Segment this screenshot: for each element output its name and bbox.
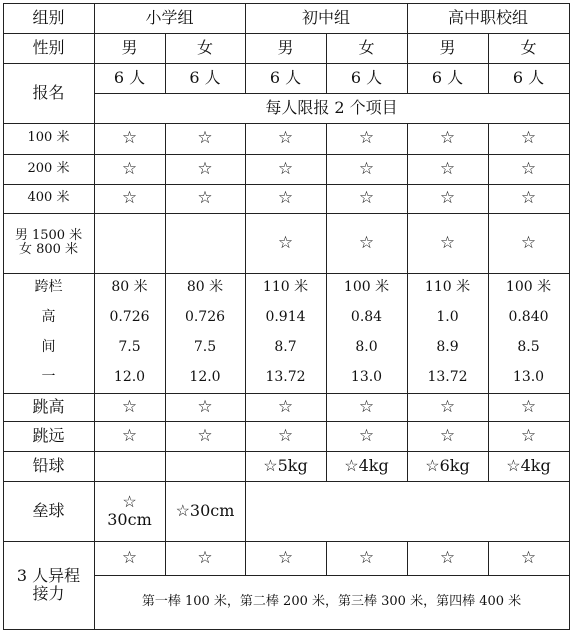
jump-event-name: 跳高 xyxy=(32,397,65,417)
event-mark: ☆ xyxy=(358,128,375,149)
event-mark: ☆ xyxy=(520,188,537,209)
group-primary: 小学组 xyxy=(145,8,194,28)
relay-mark: ☆ xyxy=(358,547,375,568)
distance-event-mark xyxy=(165,213,245,273)
relay-mark: ☆ xyxy=(277,547,294,568)
registration-count: 6 人 xyxy=(189,68,221,88)
shot-put-mark: ☆6kg xyxy=(425,456,470,476)
table-h-rule xyxy=(3,629,570,630)
group-senior: 高中职校组 xyxy=(447,8,528,28)
softball-mark xyxy=(407,481,488,541)
jump-event-name: 跳远 xyxy=(32,426,65,446)
hurdles-spec-value: 0.84 xyxy=(350,309,383,326)
jump-event-mark: ☆ xyxy=(197,425,213,446)
hurdles-spec-value: 8.7 xyxy=(274,339,297,356)
distance-event-mark: ☆ xyxy=(520,232,537,253)
softball-mark xyxy=(94,481,165,541)
shot-put-mark xyxy=(94,451,165,481)
relay-name-line-0: 3 人异程 xyxy=(16,566,81,586)
event-name: 400 米 xyxy=(27,190,70,206)
jump-event-mark: ☆ xyxy=(520,425,537,446)
jump-event-mark: ☆ xyxy=(358,425,375,446)
hurdles-name xyxy=(3,273,94,393)
hurdles-name-line-3: 一 xyxy=(41,369,56,386)
hurdles-name-line-2: 间 xyxy=(41,339,56,356)
hurdles-spec-value: 7.5 xyxy=(193,339,217,356)
event-mark: ☆ xyxy=(277,188,294,209)
event-mark: ☆ xyxy=(520,158,537,179)
hurdles-spec xyxy=(407,273,488,393)
jump-event-mark: ☆ xyxy=(121,425,138,446)
hurdles-spec-value: 8.9 xyxy=(436,339,459,356)
registration-label: 报名 xyxy=(32,83,65,103)
jump-event-mark: ☆ xyxy=(277,425,294,446)
registration-count: 6 人 xyxy=(350,68,383,88)
group-label: 组别 xyxy=(32,8,65,28)
jump-event-mark: ☆ xyxy=(277,396,294,417)
hurdles-spec-value: 0.914 xyxy=(265,309,306,326)
jump-event-mark: ☆ xyxy=(121,396,138,417)
distance-event-name xyxy=(3,213,94,273)
relay-mark: ☆ xyxy=(439,547,456,568)
hurdles-spec-value: 100 米 xyxy=(505,279,552,296)
hurdles-spec-value: 7.5 xyxy=(118,339,141,356)
gender-cell: 男 xyxy=(121,38,138,58)
hurdles-spec-value: 1.0 xyxy=(436,309,459,326)
hurdles-spec-value: 80 米 xyxy=(111,279,148,296)
jump-event-mark: ☆ xyxy=(520,396,537,417)
event-mark: ☆ xyxy=(277,158,294,179)
event-mark: ☆ xyxy=(520,128,537,149)
relay-name xyxy=(3,541,94,629)
hurdles-spec-value: 110 米 xyxy=(262,279,309,296)
registration-note: 每人限报 2 个项目 xyxy=(265,98,398,118)
hurdles-name-line-0: 跨栏 xyxy=(34,279,63,296)
hurdles-spec xyxy=(245,273,326,393)
event-mark: ☆ xyxy=(439,158,456,179)
hurdles-name-line-1: 高 xyxy=(41,309,56,326)
jump-event-mark: ☆ xyxy=(358,396,375,417)
hurdles-spec xyxy=(488,273,569,393)
softball-mark xyxy=(488,481,569,541)
event-mark: ☆ xyxy=(121,158,138,179)
hurdles-spec-value: 110 米 xyxy=(424,279,471,296)
hurdles-spec-value: 13.0 xyxy=(512,369,545,386)
distance-event-mark: ☆ xyxy=(277,232,294,253)
event-mark: ☆ xyxy=(439,128,456,149)
registration-count: 6 人 xyxy=(269,68,302,88)
hurdles-spec-value: 12.0 xyxy=(113,369,146,386)
hurdles-spec-value: 80 米 xyxy=(186,279,224,296)
relay-mark: ☆ xyxy=(121,547,138,568)
relay-mark: ☆ xyxy=(520,547,537,568)
hurdles-spec-value: 8.0 xyxy=(355,339,378,356)
gender-cell: 女 xyxy=(358,38,375,58)
hurdles-spec-value: 13.72 xyxy=(265,369,306,386)
distance-event-mark: ☆ xyxy=(439,232,456,253)
event-name: 100 米 xyxy=(27,130,70,146)
table-v-rule xyxy=(569,3,570,630)
registration-count: 6 人 xyxy=(512,68,545,88)
softball-mark: ☆30cm xyxy=(175,501,235,521)
shot-put-mark: ☆5kg xyxy=(263,456,308,476)
gender-cell: 女 xyxy=(520,38,537,58)
hurdles-spec-value: 12.0 xyxy=(189,369,221,386)
hurdles-spec-value: 0.840 xyxy=(508,309,549,326)
softball-mark-line-0: ☆ xyxy=(122,492,137,512)
hurdles-spec-value: 0.726 xyxy=(109,309,150,326)
event-mark: ☆ xyxy=(121,188,138,209)
event-mark: ☆ xyxy=(358,158,375,179)
distance-event-mark xyxy=(94,213,165,273)
shot-put-mark: ☆4kg xyxy=(506,456,551,476)
shot-put-mark: ☆4kg xyxy=(344,456,389,476)
event-mark: ☆ xyxy=(197,188,213,209)
event-mark: ☆ xyxy=(358,188,375,209)
event-mark: ☆ xyxy=(277,128,294,149)
group-junior: 初中组 xyxy=(301,8,350,28)
relay-mark: ☆ xyxy=(197,547,213,568)
softball-mark xyxy=(245,481,326,541)
registration-count: 6 人 xyxy=(113,68,146,88)
hurdles-spec-value: 100 米 xyxy=(343,279,390,296)
distance-event-name-line-0: 男 1500 米 xyxy=(14,227,83,243)
event-mark: ☆ xyxy=(121,128,138,149)
softball-name: 垒球 xyxy=(32,501,65,521)
distance-event-mark: ☆ xyxy=(358,232,375,253)
distance-event-name-line-1: 女 800 米 xyxy=(18,242,79,257)
gender-cell: 女 xyxy=(196,38,213,58)
jump-event-mark: ☆ xyxy=(439,396,456,417)
shot-put-name: 铅球 xyxy=(32,456,65,476)
softball-mark-line-1: 30cm xyxy=(107,510,152,529)
gender-cell: 男 xyxy=(439,38,456,58)
hurdles-spec-value: 0.726 xyxy=(184,309,226,326)
gender-cell: 男 xyxy=(277,38,294,58)
hurdles-spec-value: 13.0 xyxy=(350,369,383,386)
event-mark: ☆ xyxy=(197,128,213,149)
registration-count: 6 人 xyxy=(431,68,464,88)
hurdles-spec-value: 8.5 xyxy=(517,339,540,356)
hurdles-spec xyxy=(165,273,245,393)
hurdles-spec xyxy=(94,273,165,393)
relay-note: 第一棒 100 米，第二棒 200 米，第三棒 300 米，第四棒 400 米 xyxy=(141,593,522,609)
hurdles-spec xyxy=(326,273,407,393)
hurdles-spec-value: 13.72 xyxy=(427,369,468,386)
softball-mark xyxy=(326,481,407,541)
event-mark: ☆ xyxy=(439,188,456,209)
jump-event-mark: ☆ xyxy=(197,396,213,417)
relay-name-line-1: 接力 xyxy=(32,584,65,603)
shot-put-mark xyxy=(165,451,245,481)
gender-label: 性别 xyxy=(32,38,65,58)
jump-event-mark: ☆ xyxy=(439,425,456,446)
event-mark: ☆ xyxy=(197,158,213,179)
event-name: 200 米 xyxy=(27,160,70,176)
